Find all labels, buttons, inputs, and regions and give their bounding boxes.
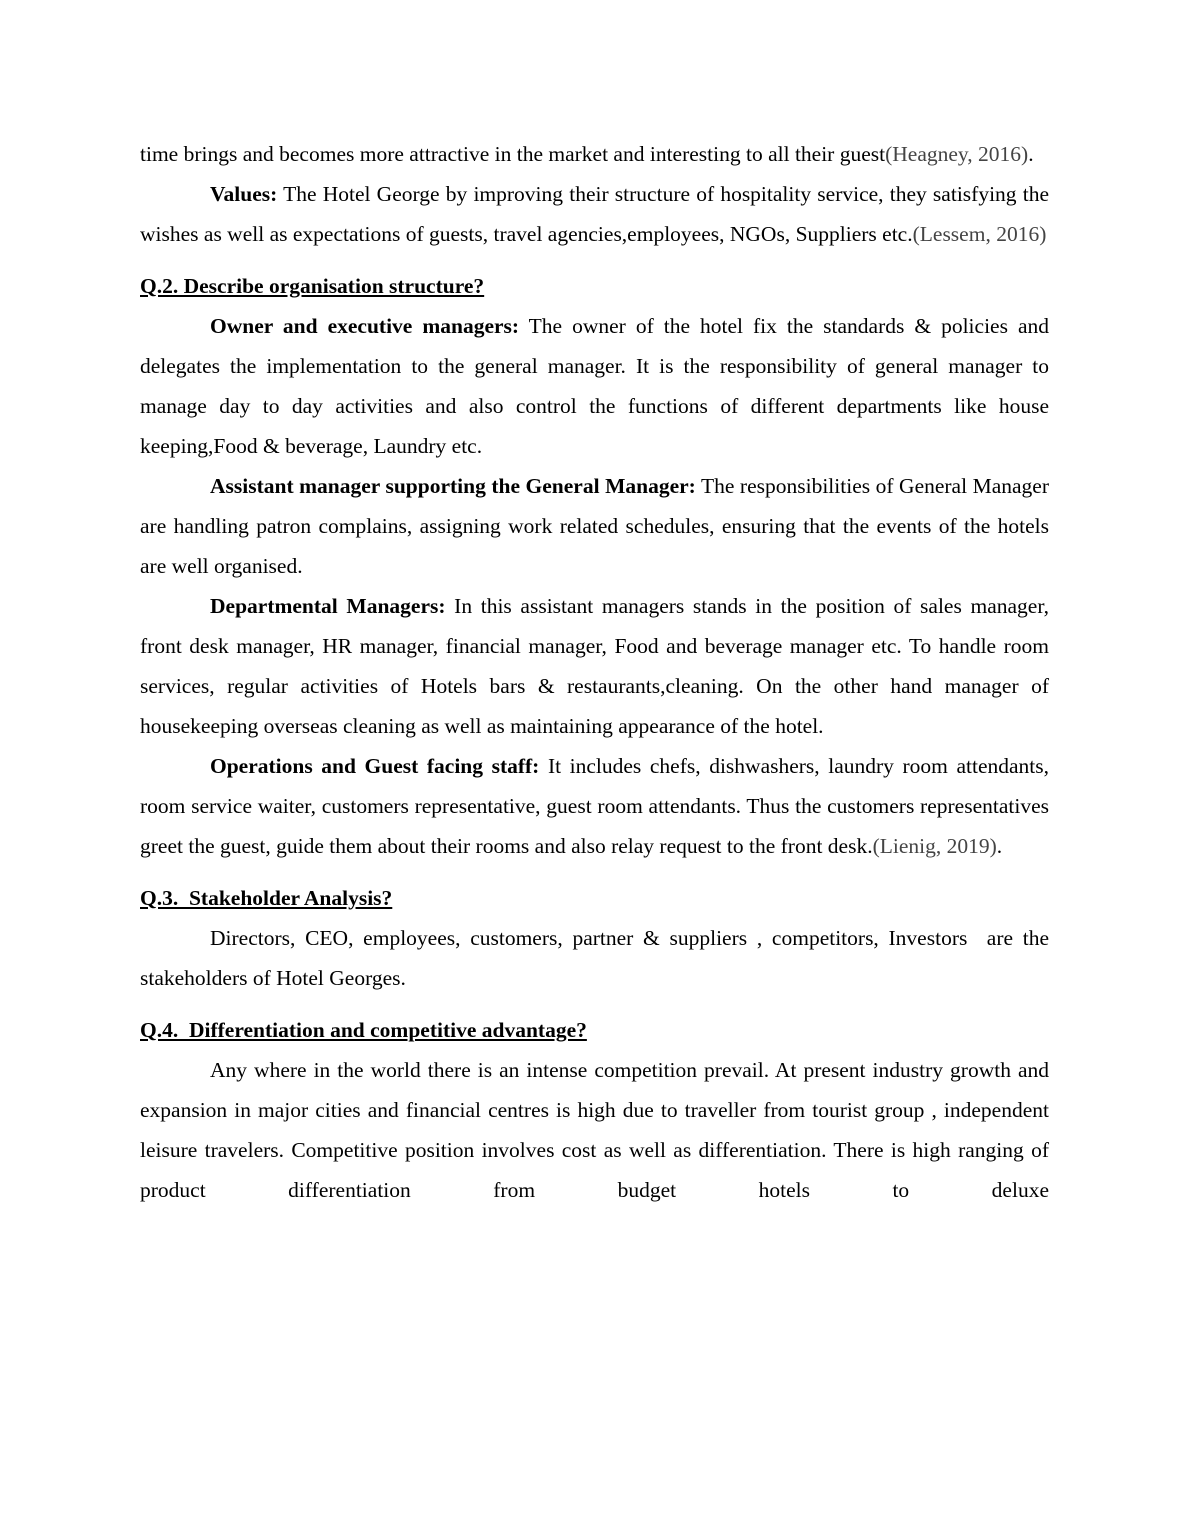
values-paragraph	[140, 174, 1049, 254]
intro-tail: .	[1028, 142, 1034, 166]
operations-paragraph	[140, 746, 1049, 866]
owner-label: Owner and executive managers:	[210, 314, 520, 338]
owner-text: The owner of the hotel fix the standards & policies and delegates the implementation to the general manager. It is the responsibility of general manager to manage day to day activities and also control the functions of different departments like house keeping,Food & beverage, Laundry etc.	[140, 314, 1049, 458]
assistant-paragraph	[140, 466, 1049, 586]
citation-heagney: (Heagney, 2016)	[885, 142, 1029, 166]
departmental-text: In this assistant managers stands in the position of sales manager, front desk manager, HR manager, financial manager, Food and beverage manager etc. To handle room services, regular activities of Hotels bars & restaurants,cleaning. On the other hand manager of housekeeping overseas cleaning as well as maintaining appearance of the hotel.	[140, 594, 1049, 738]
values-label: Values:	[210, 182, 278, 206]
citation-lessem: (Lessem, 2016)	[912, 222, 1047, 246]
q2-heading: Q.2. Describe organisation structure?	[140, 274, 485, 298]
intro-paragraph	[140, 134, 1049, 174]
departmental-paragraph	[140, 586, 1049, 746]
assistant-label: Assistant manager supporting the General Manager:	[210, 474, 696, 498]
values-text: The Hotel George by improving their structure of hospitality service, they satisfying the wishes as well as expectations of guests, travel agencies,employees, NGOs, Suppliers etc.	[140, 182, 1049, 246]
operations-label: Operations and Guest facing staff:	[210, 754, 540, 778]
differentiation-paragraph: Any where in the world there is an intense competition prevail. At present industry growth and expansion in major cities and financial centres is high due to traveller from tourist group , independent leisure travelers. Competitive position involves cost as well as differentiation. There is high ranging of product differentiation from budget hotels to deluxe	[140, 1058, 1049, 1202]
document-page	[140, 134, 1055, 1210]
owner-paragraph	[140, 306, 1049, 466]
citation-lienig: (Lienig, 2019)	[872, 834, 997, 858]
departmental-label: Departmental Managers:	[210, 594, 446, 618]
assistant-text: The responsibilities of General Manager are handling patron complains, assigning work related schedules, ensuring that the events of the hotels are well organised.	[140, 474, 1049, 578]
stakeholder-paragraph: Directors, CEO, employees, customers, partner & suppliers , competitors, Investors are the stakeholders of Hotel Georges.	[140, 926, 1055, 990]
operations-tail: .	[996, 834, 1003, 858]
q3-heading: Q.3. Stakeholder Analysis?	[140, 886, 393, 910]
intro-text: time brings and becomes more attractive in the market and interesting to all their guest	[140, 142, 886, 166]
operations-text: It includes chefs, dishwashers, laundry room attendants, room service waiter, customers representative, guest room attendants. Thus the customers representatives greet the guest, guide them about their rooms and also relay request to the front desk.	[140, 754, 1050, 858]
q4-heading: Q.4. Differentiation and competitive advantage?	[140, 1018, 587, 1042]
